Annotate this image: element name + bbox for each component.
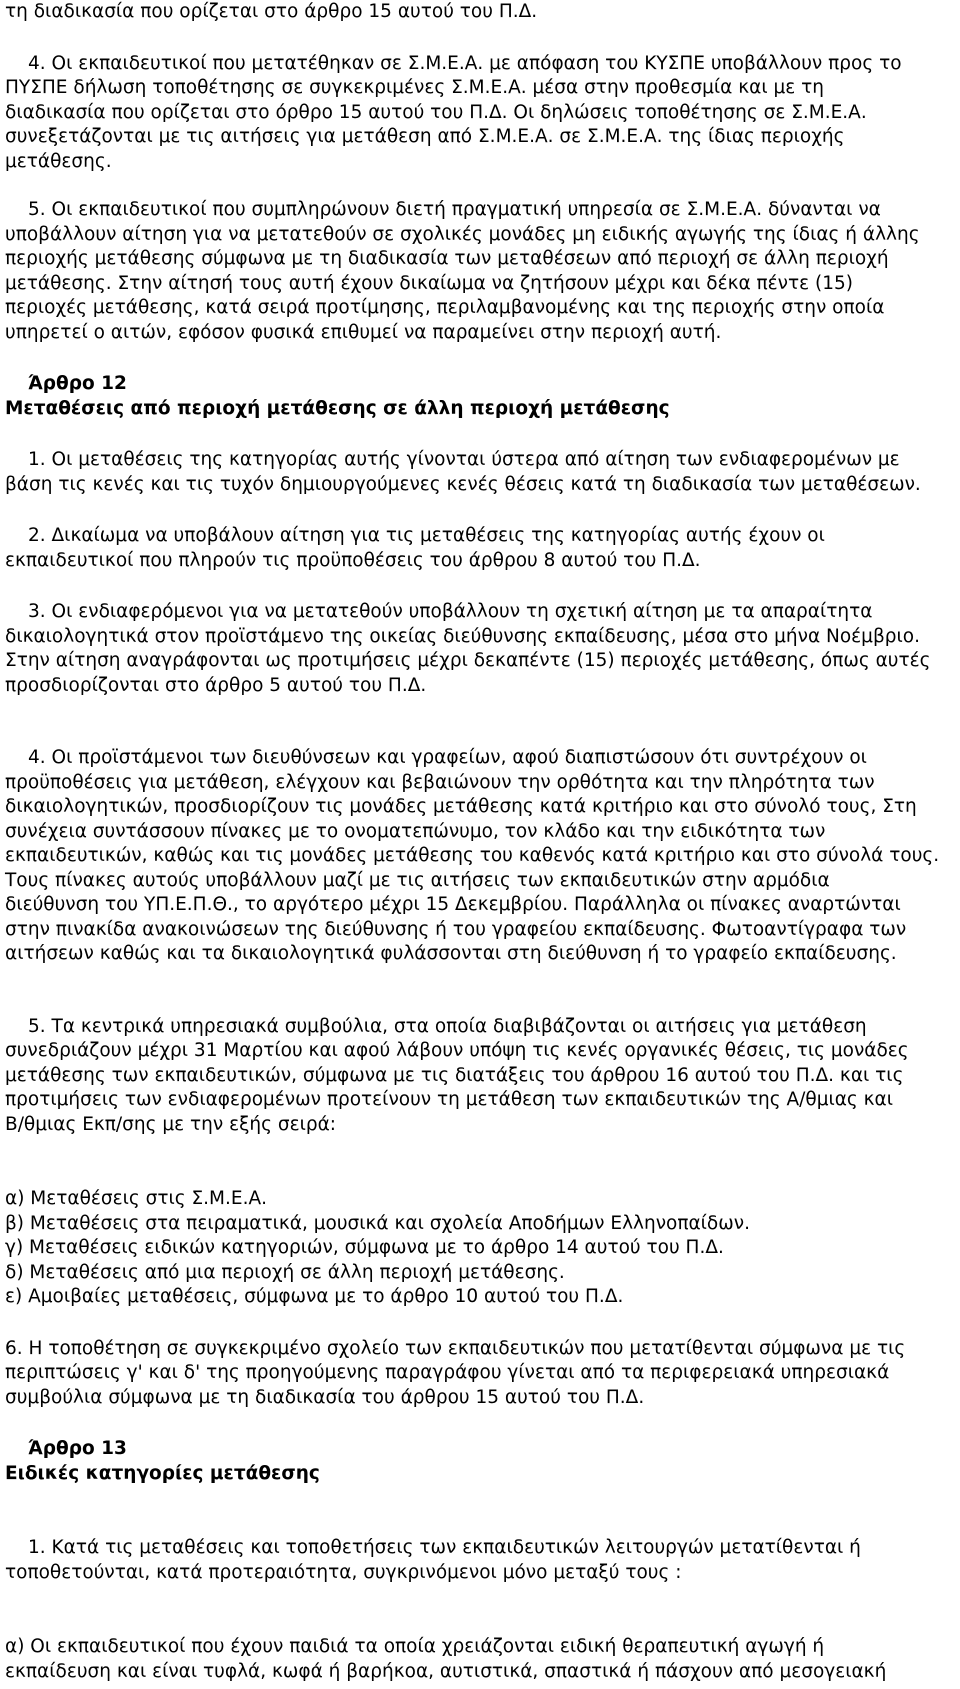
text-line: 6. Η τοποθέτηση σε συγκεκριμένο σχολείο των εκπαιδευτικών που μετατίθενται σύμφωνα με τις [5, 1337, 906, 1359]
text-line: διαδικασία που ορίζεται στο όρθρο 15 αυτού του Π.Δ. Οι δηλώσεις τοποθέτησης σε Σ.Μ.Ε.Α. [5, 101, 867, 123]
text-line: εκπαιδευτικοί που πληρούν τις προϋποθέσεις του άρθρου 8 αυτού του Π.Δ. [5, 549, 701, 571]
text-line: Τους πίνακες αυτούς υποβάλλουν μαζί με τις αιτήσεις των εκπαιδευτικών στην αρμόδια [5, 869, 830, 891]
list-item: γ) Μεταθέσεις ειδικών κατηγοριών, σύμφωνα με το άρθρο 14 αυτού του Π.Δ. [5, 1237, 724, 1258]
text-line: τοποθετούνται, κατά προτεραιότητα, συγκρινόμενοι μόνο μεταξύ τους : [5, 1561, 682, 1583]
article-number: Άρθρο 13 [28, 1438, 127, 1459]
text-line: συμβούλια σύμφωνα με τη διαδικασία του άρθρου 15 αυτού του Π.Δ. [5, 1386, 645, 1408]
text-line: βάση τις κενές και τις τυχόν δημιουργούμενες κενές θέσεις κατά τη διαδικασία των μεταθέσεων. [5, 473, 921, 495]
text-line: 4. Οι εκπαιδευτικοί που μετατέθηκαν σε Σ.Μ.Ε.Α. με απόφαση του ΚΥΣΠΕ υποβάλλουν προς το [28, 52, 902, 74]
text-line: μετάθεσης. Στην αίτησή τους αυτή έχουν δικαίωμα να ζητήσουν μέχρι και δέκα πέντε (15) [5, 272, 854, 294]
article-12-heading [5, 372, 955, 421]
text-line: προσδιορίζονται στο άρθρο 5 αυτού του Π.Δ. [5, 674, 427, 696]
text-line: 1. Κατά τις μεταθέσεις και τοποθετήσεις των εκπαιδευτικών λειτουργών μετατίθενται ή [28, 1537, 861, 1558]
text-line: προϋποθέσεις για μετάθεση, ελέγχουν και βεβαιώνουν την ορθότητα και την πληρότητα των [5, 771, 875, 793]
list-item: β) Μεταθέσεις στα πειραματικά, μουσικά και σχολεία Αποδήμων Ελληνοπαίδων. [5, 1212, 750, 1234]
text-line: υπηρετεί ο αιτών, εφόσον φυσικά επιθυμεί να παραμείνει στην περιοχή αυτή. [5, 321, 722, 343]
article-13-heading [5, 1437, 955, 1486]
article-12-paragraph-1 [5, 448, 955, 497]
text-line: περιοχής μετάθεσης σύμφωνα με τη διαδικασία των μεταθέσεων από περιοχή σε άλλη περιοχή [5, 248, 889, 269]
text-line: αιτήσεων καθώς και τα δικαιολογητικά φυλάσσονται στη διεύθυνση ή το γραφείο εκπαίδευσης. [5, 943, 897, 964]
list-item: α) Μεταθέσεις στις Σ.Μ.Ε.Α. [5, 1188, 268, 1209]
text-line: Στην αίτηση αναγράφονται ως προτιμήσεις μέχρι δεκαπέντε (15) περιοχές μετάθεσης, όπως αυτές [5, 650, 931, 671]
text-line: ΠΥΣΠΕ δήλωση τοποθέτησης σε συγκεκριμένες Σ.Μ.Ε.Α. μέσα στην προθεσμία και με τη [5, 77, 824, 98]
article-title: Ειδικές κατηγορίες μετάθεσης [5, 1462, 320, 1484]
text-line: 5. Οι εκπαιδευτικοί που συμπληρώνουν διετή πραγματική υπηρεσία σε Σ.Μ.Ε.Α. δύνανται να [28, 199, 881, 220]
list-item: εκπαίδευση και είναι τυφλά, κωφά ή βαρήκοα, αυτιστικά, σπαστικά ή πάσχουν από μεσογειακή [5, 1660, 887, 1682]
text-line: διεύθυνση του ΥΠ.Ε.Π.Θ., το αργότερο μέχρι 15 Δεκεμβρίου. Παράλληλα οι πίνακες αναρτώνται [5, 894, 901, 915]
text-line: δικαιολογητικά στον προϊστάμενο της οικείας διεύθυνσης εκπαίδευσης, μέσα στο μήνα Νοέμβριο. [5, 625, 920, 647]
text-line: 4. Οι προϊστάμενοι των διευθύνσεων και γραφείων, αφού διαπιστώσουν ότι συντρέχουν οι [28, 747, 867, 768]
article-12-paragraph-2 [5, 524, 955, 573]
paragraph-4 [5, 52, 955, 175]
article-title: Μεταθέσεις από περιοχή μετάθεσης σε άλλη περιοχή μετάθεσης [5, 397, 670, 419]
list-item: α) Οι εκπαιδευτικοί που έχουν παιδιά τα οποία χρειάζονται ειδική θεραπευτική αγωγή ή [5, 1636, 825, 1657]
paragraph-5 [5, 198, 955, 345]
document-page [5, 0, 955, 1684]
article-number: Άρθρο 12 [28, 373, 127, 394]
text-line: εκπαιδευτικών, καθώς και τις μονάδες μετάθεσης του καθενός κατά κριτήριο και στο σύνολά τους. [5, 845, 940, 866]
text-line: υποβάλλουν αίτηση για να μετατεθούν σε σχολικές μονάδες μη ειδικής αγωγής της ίδιας ή άλλης [5, 223, 920, 245]
text-line: περιπτώσεις γ' και δ' της προηγούμενης παραγράφου γίνεται από τα περιφερειακά υπηρεσιακά [5, 1362, 890, 1383]
text-line: συνεξετάζονται με τις αιτήσεις για μετάθεση από Σ.Μ.Ε.Α. σε Σ.Μ.Ε.Α. της ίδιας περιοχής [5, 126, 845, 147]
text-line: 3. Οι ενδιαφερόμενοι για να μετατεθούν υποβάλλουν τη σχετική αίτηση με τα απαραίτητα [28, 601, 873, 622]
list-item: ε) Αμοιβαίες μεταθέσεις, σύμφωνα με το άρθρο 10 αυτού του Π.Δ. [5, 1286, 624, 1307]
article-13-paragraph-1 [5, 1536, 955, 1585]
text-line: περιοχές μετάθεσης, κατά σειρά προτίμησης, περιλαμβανομένης και της περιοχής στην οποία [5, 297, 885, 318]
text-line: Β/θμιας Εκπ/σης με την εξής σειρά: [5, 1113, 337, 1135]
text-line: δικαιολογητικών, προσδιορίζουν τις μονάδες μετάθεσης κατά κριτήριο και στο σύνολό τους, Στη [5, 796, 917, 817]
article-13-list [5, 1635, 955, 1684]
text-line: μετάθεσης των εκπαιδευτικών, σύμφωνα με τις διατάξεις του άρθρου 16 αυτού του Π.Δ. και τις [5, 1064, 904, 1086]
text-line: συνέχεια συντάσσουν πίνακες με το ονοματεπώνυμο, τον κλάδο και την ειδικότητα των [5, 820, 826, 842]
order-list [5, 1187, 955, 1310]
text-line: 2. Δικαίωμα να υποβάλουν αίτηση για τις μεταθέσεις της κατηγορίας αυτής έχουν οι [28, 525, 825, 546]
text-line: μετάθεσης. [5, 150, 112, 172]
article-12-paragraph-5 [5, 1015, 955, 1138]
text-line: τη διαδικασία που ορίζεται στο άρθρο 15 αυτού του Π.Δ. [5, 1, 538, 22]
text-line: 1. Οι μεταθέσεις της κατηγορίας αυτής γίνονται ύστερα από αίτηση των ενδιαφερομένων με [28, 449, 900, 470]
text-line: 5. Τα κεντρικά υπηρεσιακά συμβούλια, στα οποία διαβιβάζονται οι αιτήσεις για μετάθεση [28, 1015, 867, 1037]
text-line: στην πινακίδα ανακοινώσεων της διεύθυνσης ή του γραφείου εκπαίδευσης. Φωτοαντίγραφα των [5, 918, 907, 940]
article-12-paragraph-6 [5, 1337, 955, 1411]
article-12-paragraph-4 [5, 746, 955, 967]
text-line: προτιμήσεις των ενδιαφερομένων προτείνουν τη μετάθεση των εκπαιδευτικών της Α/θμιας και [5, 1089, 894, 1110]
article-12-paragraph-3 [5, 600, 955, 698]
paragraph-fragment [5, 0, 955, 25]
text-line: συνεδριάζουν μέχρι 31 Μαρτίου και αφού λάβουν υπόψη τις κενές οργανικές θέσεις, τις μονάδες [5, 1040, 909, 1061]
list-item: δ) Μεταθέσεις από μια περιοχή σε άλλη περιοχή μετάθεσης. [5, 1261, 565, 1283]
